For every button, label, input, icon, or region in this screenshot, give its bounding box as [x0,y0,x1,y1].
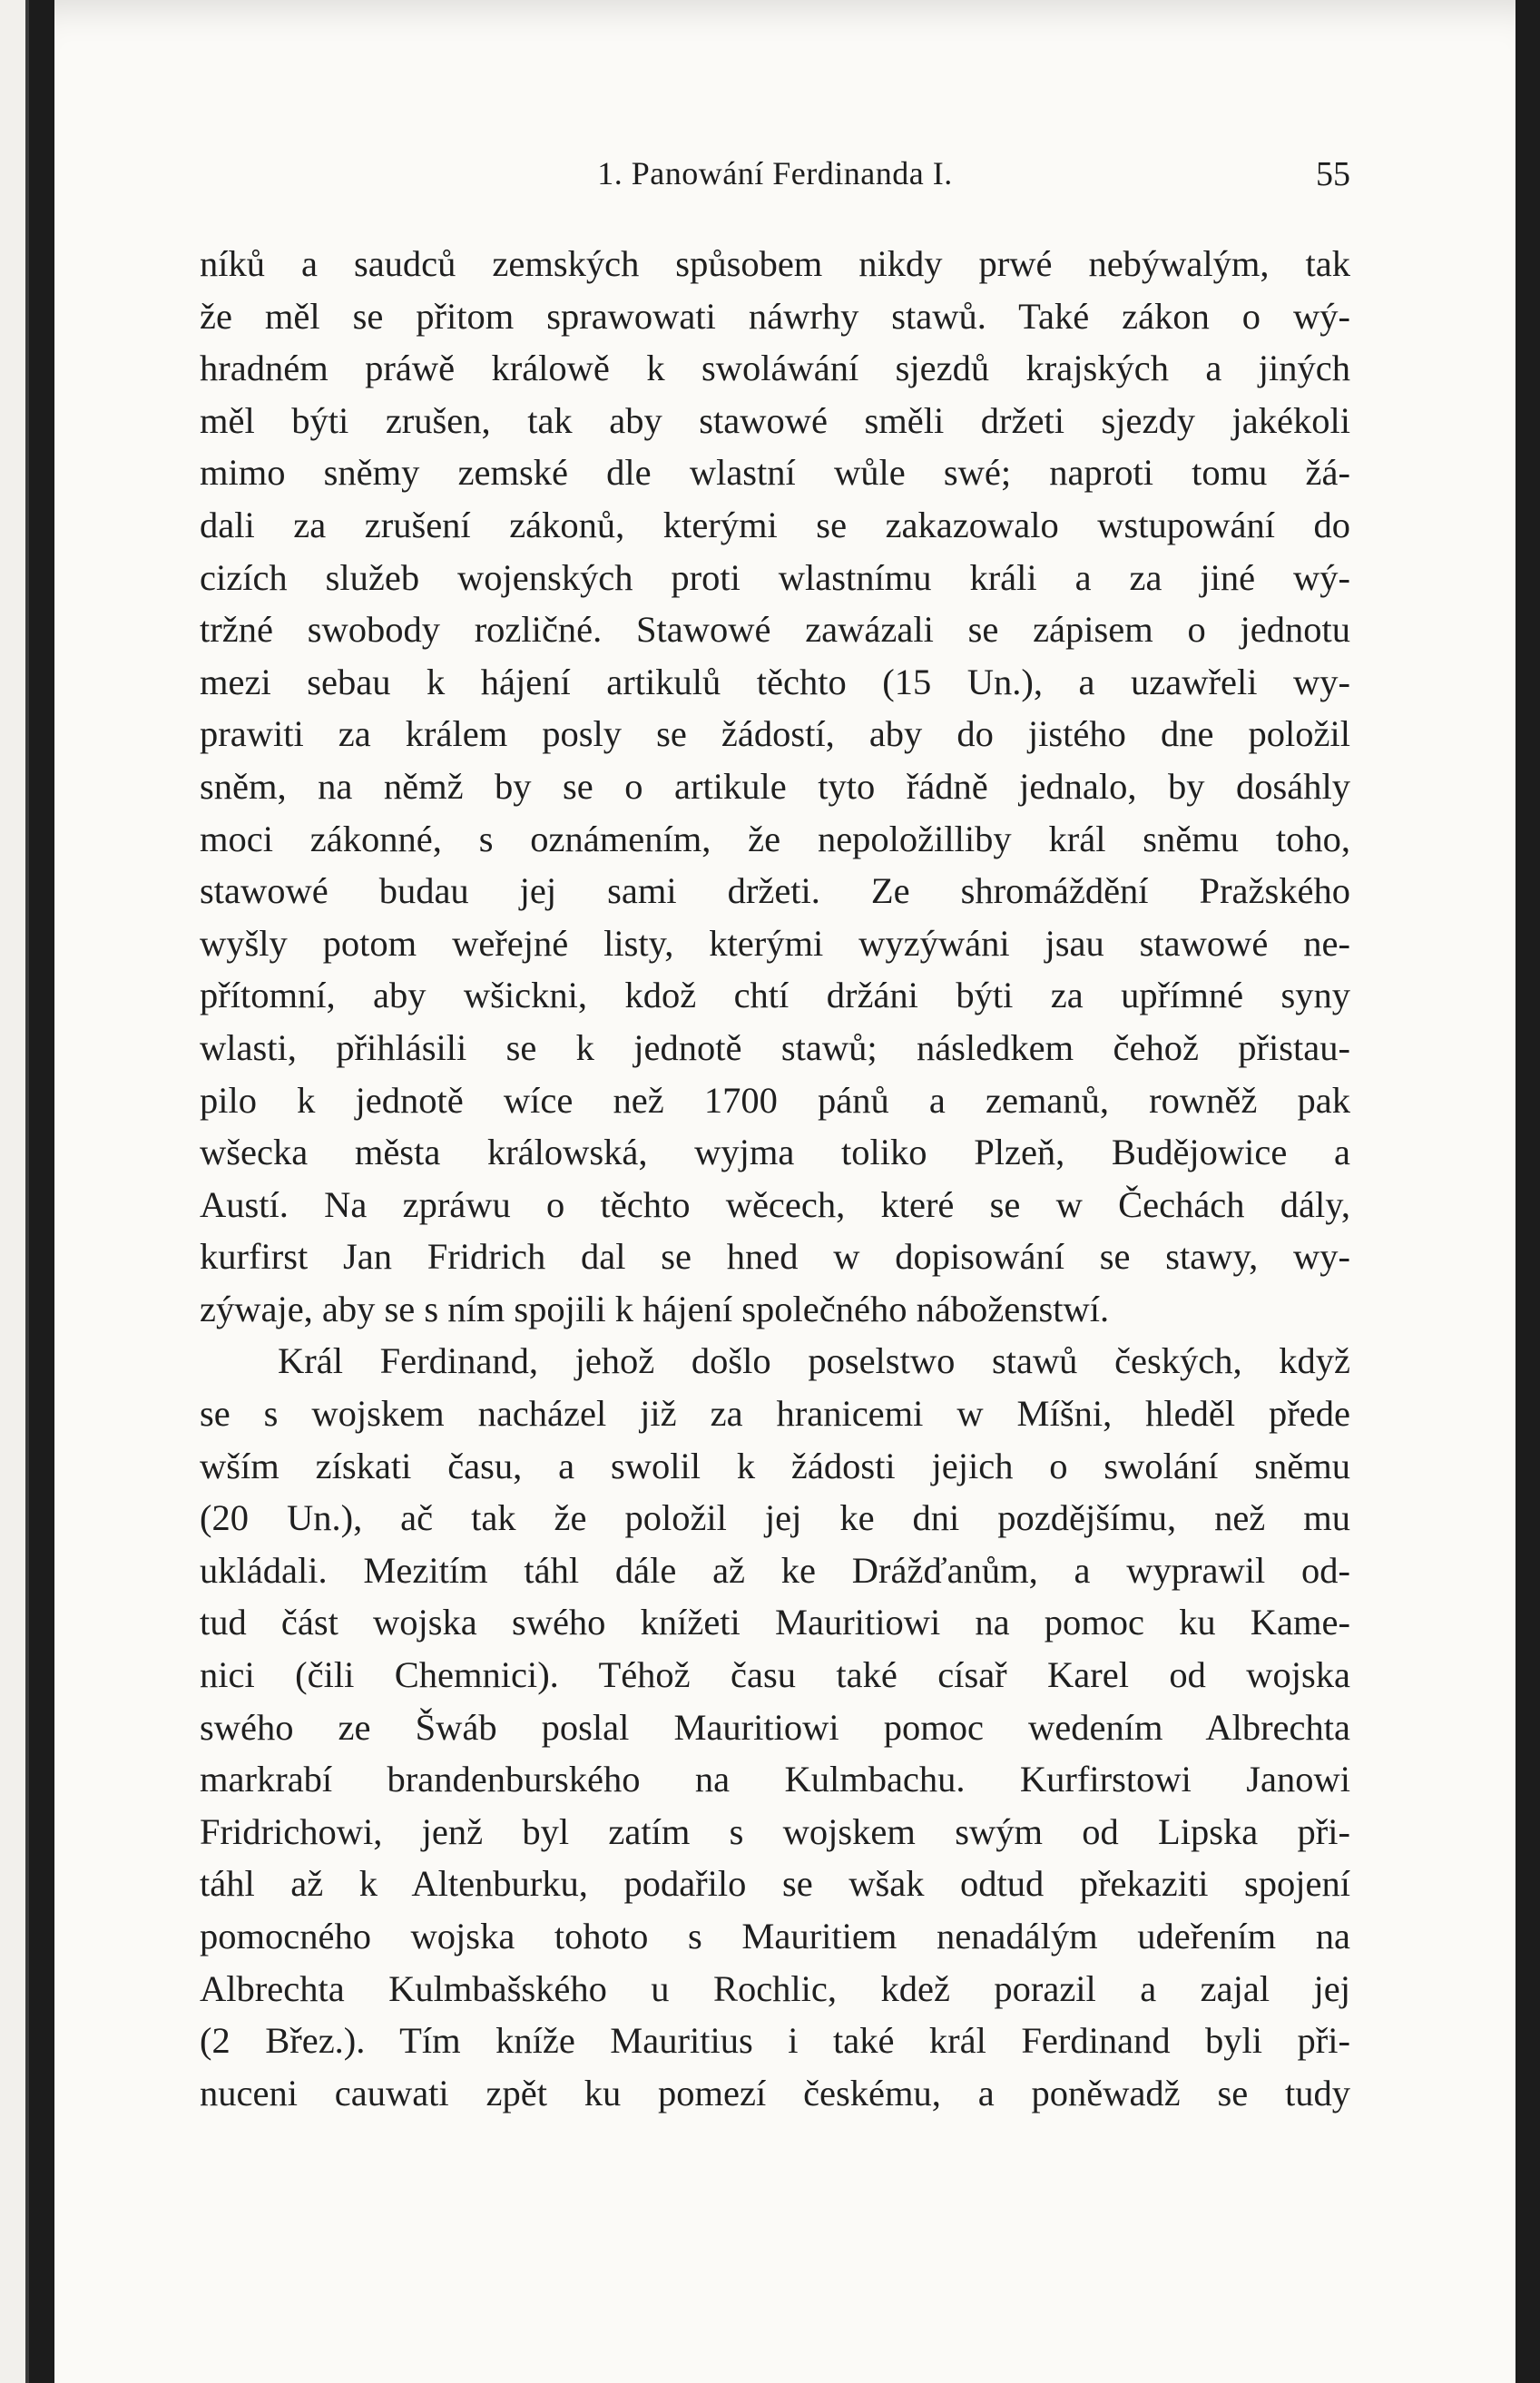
text-line: hradném práwě králowě k swoláwání sjezdů krajských a jiných [200,348,1350,389]
text-line: wším získati času, a swolil k žádosti jejich o swolání sněmu [200,1445,1350,1486]
text-line: pomocného wojska tohoto s Mauritiem nenadálým udeřením na [200,1916,1350,1956]
text-line: mezi sebau k hájení artikulů těchto (15 Un.), a uzawřeli wy- [200,661,1350,702]
text-line: zýwaje, aby se s ním spojili k hájení společného náboženstwí. [200,1288,1110,1329]
paragraph-2 [200,1335,1350,2119]
running-title: 1. Panowání Ferdinanda I. [597,155,953,191]
text-line: (2 Břez.). Tím kníže Mauritius i také král Ferdinand byli při- [200,2020,1350,2062]
text-line: wlasti, přihlásili se k jednotě stawů; následkem čehož přistau- [200,1026,1350,1068]
text-line: přítomní, aby wšickni, kdož chtí držáni býti za upřímné syny [200,975,1350,1016]
text-line: dali za zrušení zákonů, kterými se zakazowalo wstupowání do [200,504,1350,545]
previous-page-edge [0,0,25,2383]
text-line: cizích služeb wojenských proti wlastnímu králi a za jiné wý- [200,556,1350,598]
text-line: markrabí brandenburského na Kulmbachu. Kurfirstowi Janowi [200,1759,1350,1800]
paragraph-1 [200,238,1350,1335]
text-line: měl býti zrušen, tak aby stawowé směli držeti sjezdy jakékoli [200,399,1350,441]
text-line: sněm, na němž by se o artikule tyto řádně jednalo, by dosáhly [200,765,1350,807]
text-line: wyšly potom weřejné listy, kterými wyzýwáni jsau stawowé ne- [200,922,1350,964]
text-line: (20 Un.), ač tak že položil jej ke dni pozdějšímu, než mu [200,1497,1350,1539]
text-line: nuceni cauwati zpět ku pomezí českému, a poněwadž se tudy [200,2072,1350,2113]
text-line: se s wojskem nacházel již za hranicemi w Míšni, hleděl přede [200,1393,1350,1435]
page-number: 55 [1316,155,1350,193]
text-line: stawowé budau jej sami držeti. Ze shromáždění Pražského [200,870,1350,912]
text-line: swého ze Šwáb poslal Mauritiowi pomoc wedením Albrechta [200,1706,1350,1748]
text-line: mimo sněmy zemské dle wlastní wůle swé; naproti tomu žá- [200,452,1350,494]
text-line: níků a saudců zemských spůsobem nikdy prwé nebýwalým, tak [200,243,1350,284]
page-header [200,154,1350,209]
text-line: Fridrichowi, jenž byl zatím s wojskem swým od Lipska při- [200,1810,1350,1852]
body-text [200,238,1350,2119]
text-line: tržné swobody rozličné. Stawowé zawázali se zápisem o jednotu [200,609,1350,651]
text-line: táhl až k Altenburku, podařilo se wšak odtud překaziti spojení [200,1863,1350,1905]
book-page [54,0,1515,2383]
text-line: kurfirst Jan Fridrich dal se hned w dopisowání se stawy, wy- [200,1236,1350,1278]
text-line: ukládali. Mezitím táhl dále až ke Drážďanům, a wyprawil od- [200,1549,1350,1591]
text-line: Král Ferdinand, jehož došlo poselstwo stawů českých, když [278,1340,1350,1382]
text-line: Austí. Na zpráwu o těchto wěcech, které se w Čechách dály, [200,1183,1350,1225]
text-line: moci zákonné, s oznámením, že nepoložilliby král sněmu toho, [200,818,1350,859]
text-line: Albrechta Kulmbašského u Rochlic, kdež porazil a zajal jej [200,1967,1350,2009]
text-line: tud část wojska swého knížeti Mauritiowi na pomoc ku Kame- [200,1602,1350,1643]
text-line: prawiti za králem posly se žádostí, aby do jistého dne položil [200,713,1350,755]
text-line: nici (čili Chemnici). Téhož času také císař Karel od wojska [200,1654,1350,1696]
text-line: že měl se přitom sprawowati náwrhy stawů. Také zákon o wý- [200,295,1350,337]
text-line: pilo k jednotě wíce než 1700 pánů a zemanů, rowněž pak [200,1079,1350,1121]
text-line: wšecka města králowská, wyjma toliko Plzeň, Budějowice a [200,1132,1350,1173]
page-gutter [25,0,29,2383]
